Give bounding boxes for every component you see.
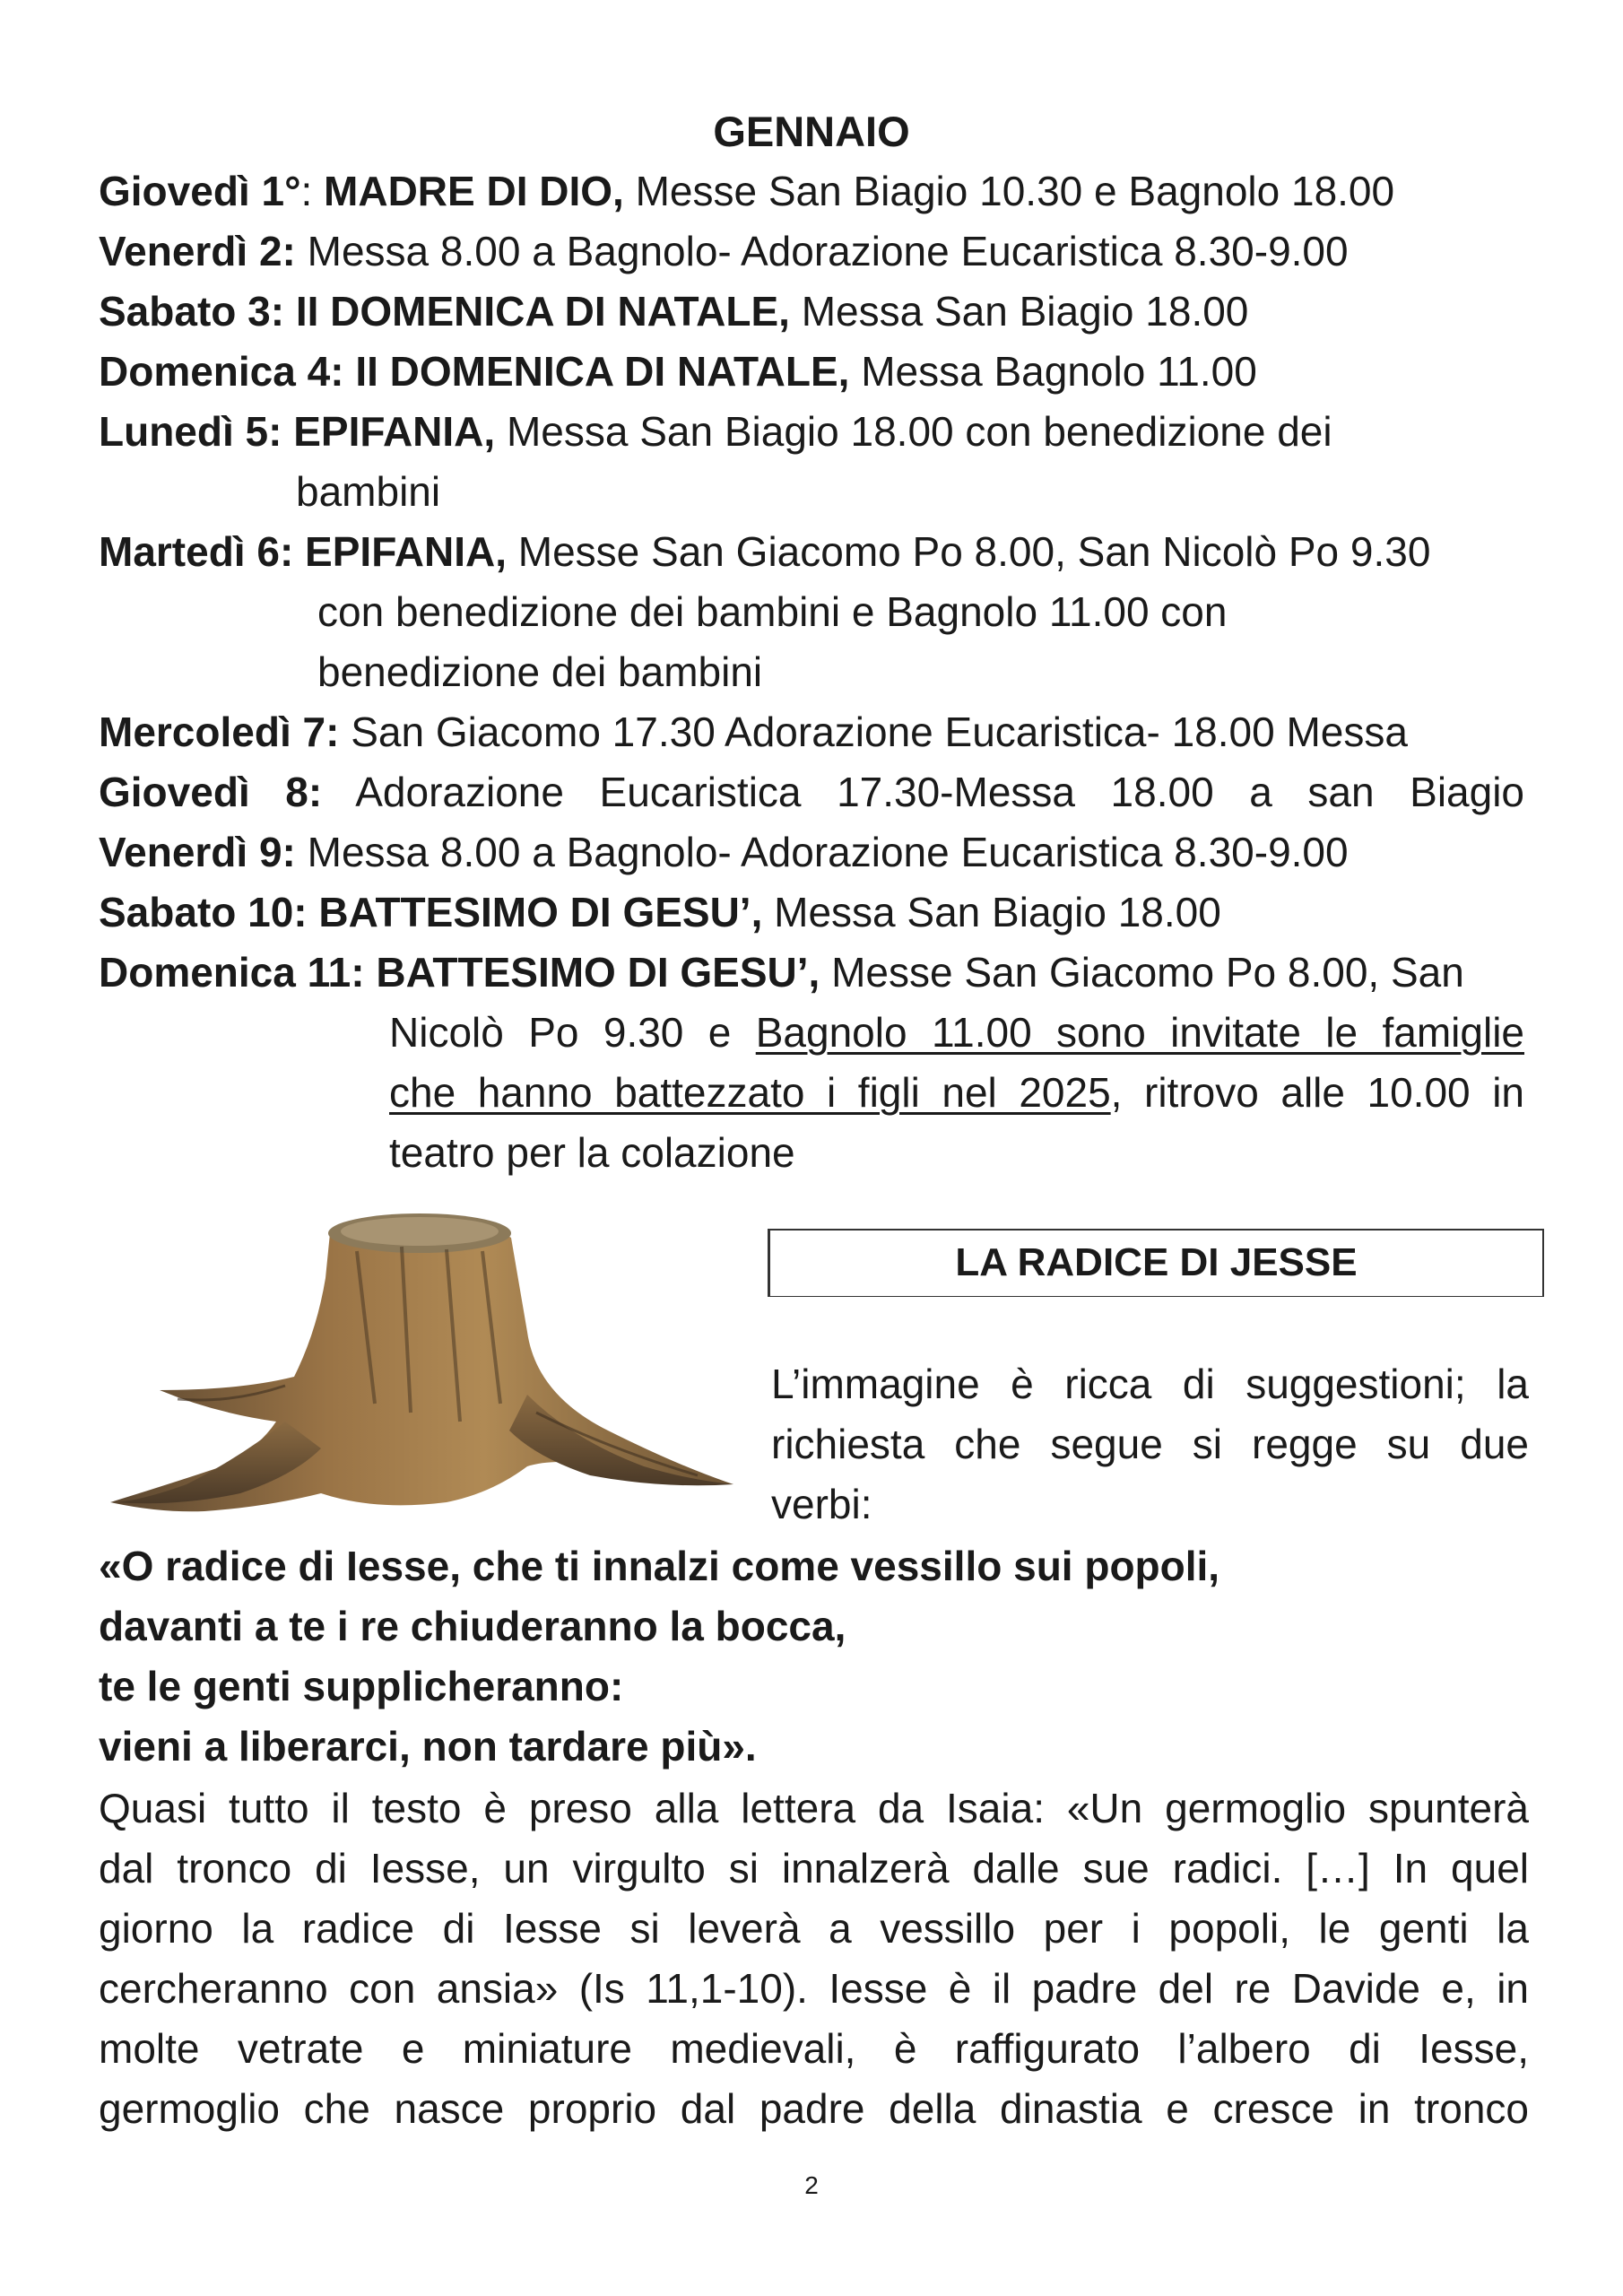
calendar-entry: Domenica 11: BATTESIMO DI GESU’, Messe San Giacomo Po 8.00, San Nicolò Po 9.30 e Bagnolo 11.00 sono invitate le famiglie che hanno battezzato i figli nel 2025, ritrovo alle 10.00 in teatro per la colazione [99,949,1524,1176]
calendar-entry: Martedì 6: EPIFANIA, Messe San Giacomo Po 8.00, San Nicolò Po 9.30 con benedizione dei bambini e Bagnolo 11.00 con benedizione dei bambini [99,528,1431,695]
section-title-box: LA RADICE DI JESSE [768,1229,1544,1297]
calendar-entry: Giovedì 1°: MADRE DI DIO, Messe San Biagio 10.30 e Bagnolo 18.00 [99,168,1395,214]
calendar-entry: Mercoledì 7: San Giacomo 17.30 Adorazione Eucaristica- 18.00 Messa [99,709,1408,755]
antiphon-quote: «O radice di Iesse, che ti innalzi come vessillo sui popoli, davanti a te i re chiuderanno la bocca, te le genti supplicheranno: vieni a liberarci, non tardare più». [99,1543,1220,1770]
calendar-entry: Sabato 3: II DOMENICA DI NATALE, Messa San Biagio 18.00 [99,288,1249,335]
calendar-entry: Venerdì 2: Messa 8.00 a Bagnolo- Adorazione Eucaristica 8.30-9.00 [99,228,1349,274]
page-number: 2 [804,2171,819,2199]
calendar-entry: Lunedì 5: EPIFANIA, Messa San Biagio 18.00 con benedizione dei bambini [99,408,1332,515]
calendar-list [99,161,1524,1183]
calendar-entry: Giovedì 8: Adorazione Eucaristica 17.30-Messa 18.00 a san Biagio [99,769,1525,815]
calendar-entry: Sabato 10: BATTESIMO DI GESU’, Messa San Biagio 18.00 [99,889,1221,935]
tree-stump-image [106,1197,751,1525]
calendar-entry: Venerdì 9: Messa 8.00 a Bagnolo- Adorazione Eucaristica 8.30-9.00 [99,829,1349,875]
intro-paragraph: L’immagine è ricca di suggestioni; la richiesta che segue si regge su due verbi: [771,1361,1529,1527]
month-title: GENNAIO [713,108,910,155]
calendar-entry: Domenica 4: II DOMENICA DI NATALE, Messa Bagnolo 11.00 [99,348,1257,395]
body-paragraph: Quasi tutto il testo è preso alla lettera da Isaia: «Un germoglio spunterà dal tronco di Iesse, un virgulto si innalzerà dalle sue radici. […] In quel giorno la radice di Iesse si leverà a vessillo per i popoli, le genti la cercheranno con ansia» (Is 11,1-10). Iesse è il padre del re Davide e, in molte vetrate e miniature medievali, è raffigurato l’albero di Iesse, germoglio che nasce proprio dal padre della dinastia e cresce in tronco [99,1785,1529,2132]
